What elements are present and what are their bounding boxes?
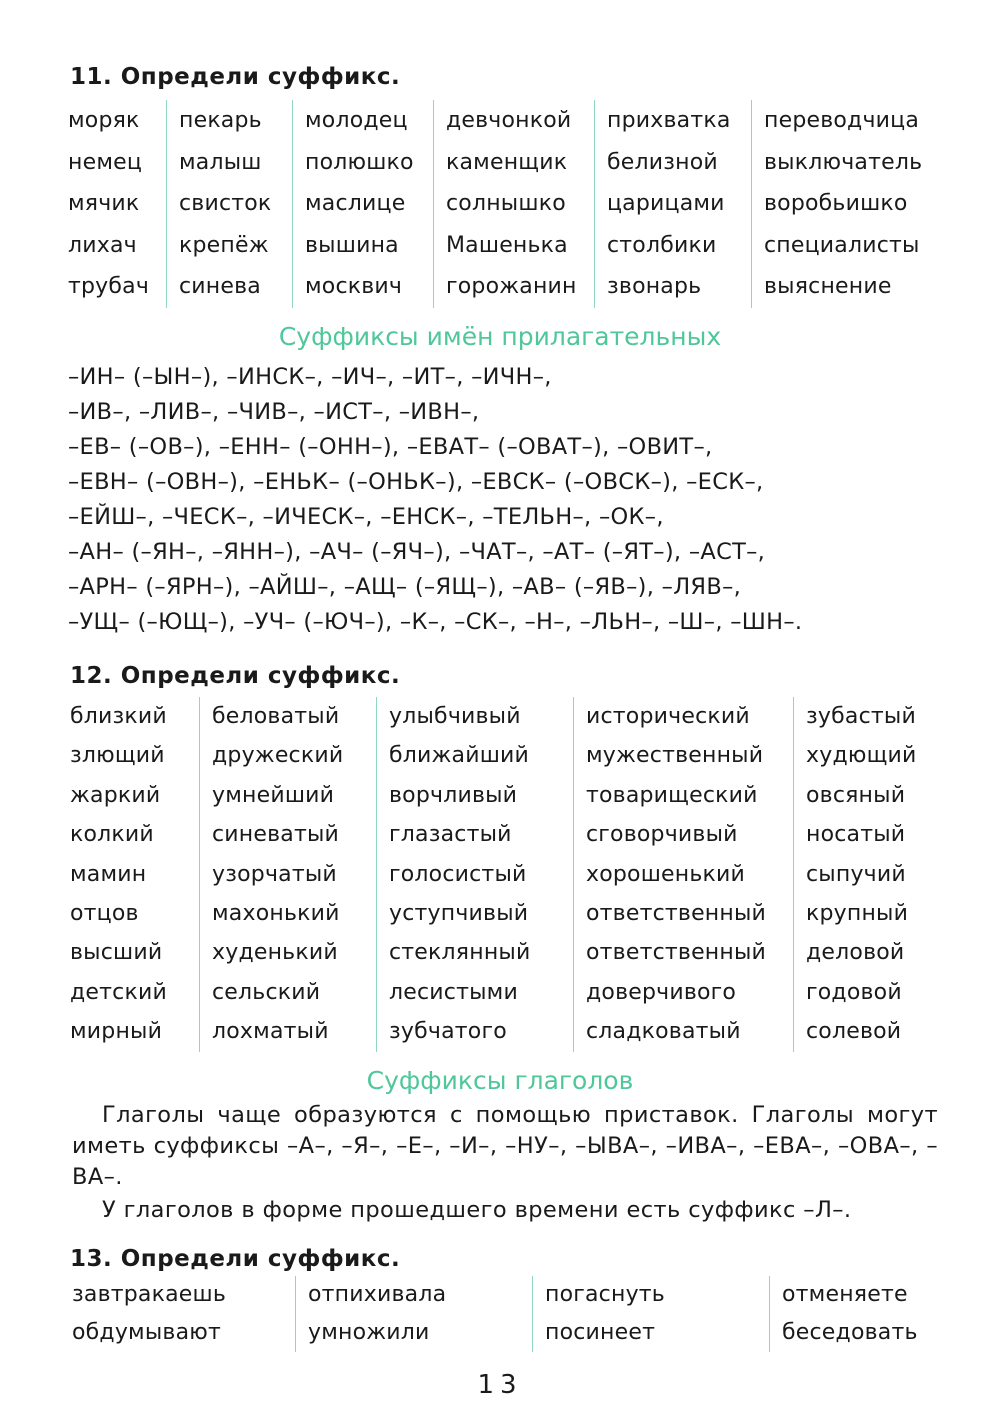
task-13-word-table <box>72 1276 959 1352</box>
task-12-word: сладковатый <box>586 1019 741 1045</box>
task-11-word: белизной <box>607 149 718 175</box>
task-11-word: столбики <box>607 232 717 258</box>
task-11-column <box>433 100 594 308</box>
task-11-word: солнышко <box>446 191 566 217</box>
task-12-word: товарищеский <box>586 782 758 808</box>
task-12-column <box>70 697 199 1052</box>
task-12-word: колкий <box>70 822 154 848</box>
task-11-word: специалисты <box>764 232 920 258</box>
task-12-word: ворчливый <box>389 782 518 808</box>
task-12-word: уступчивый <box>389 900 529 926</box>
task-11-word: крепёж <box>179 232 269 258</box>
verb-paragraph-1: Глаголы чаще образуются с помощью приставок. Глаголы могут иметь суффиксы –А–, –Я–, –Е–, –И–, –НУ–, –ЫВА–, –ИВА–, –ЕВА–, –ОВА–, –ВА–. <box>72 1102 938 1190</box>
task-11-word: воробьишко <box>764 191 908 217</box>
task-12-word: доверчивого <box>586 979 737 1005</box>
task-12-word: мирный <box>70 1019 163 1045</box>
task-13-column <box>295 1276 532 1352</box>
task-11-word: москвич <box>305 274 403 300</box>
task-11-word: выяснение <box>764 274 892 300</box>
task-12-word: носатый <box>806 822 906 848</box>
task-13-word: отменяете <box>782 1282 908 1307</box>
task-13-word: умножили <box>308 1320 430 1345</box>
task-12-word: сговорчивый <box>586 822 738 848</box>
task-12-word: сыпучий <box>806 861 906 887</box>
verb-suffixes-heading: Суффиксы глаголов <box>366 1066 634 1095</box>
task-12-word: лесистыми <box>389 979 518 1005</box>
suffix-line: –ИН– (–ЫН–), –ИНСК–, –ИЧ–, –ИТ–, –ИЧН–, <box>68 364 552 390</box>
adjective-suffixes-heading: Суффиксы имён прилагательных <box>278 322 722 351</box>
verb-paragraph-2: У глаголов в форме прошедшего времени есть суффикс –Л–. <box>102 1197 852 1223</box>
task-13-column <box>72 1276 295 1352</box>
task-12-word: крупный <box>806 900 909 926</box>
task-11-word: синева <box>179 274 261 300</box>
suffix-line: –АН– (–ЯН–, –ЯНН–), –АЧ– (–ЯЧ–), –ЧАТ–, –АТ– (–ЯТ–), –АСТ–, <box>68 539 766 565</box>
task-12-word: исторический <box>586 704 750 729</box>
task-11-word: девчонкой <box>446 108 572 133</box>
task-13-column <box>532 1276 769 1352</box>
task-12-word: умнейший <box>212 782 335 808</box>
suffix-line: –АРН– (–ЯРН–), –АЙШ–, –АЩ– (–ЯЩ–), –АВ– (–ЯВ–), –ЛЯВ–, <box>68 574 742 600</box>
task-12-word: овсяный <box>806 782 906 808</box>
suffix-line: –ЕВН– (–ОВН–), –ЕНЬК– (–ОНЬК–), –ЕВСК– (–ОВСК–), –ЕСК–, <box>68 469 764 495</box>
task-12-word: хорошенький <box>586 861 746 887</box>
task-12-word: зубчатого <box>389 1019 507 1045</box>
task-11-word: каменщик <box>446 149 568 175</box>
task-11-column <box>594 100 751 308</box>
task-12-word: жаркий <box>70 782 161 808</box>
task-11-word: малыш <box>179 149 262 175</box>
task-13-word: погаснуть <box>545 1282 665 1307</box>
task-11-word: молодец <box>305 108 408 133</box>
task-11-word: пекарь <box>179 108 262 133</box>
task-13-word: беседовать <box>782 1320 918 1345</box>
task-11-word: моряк <box>68 108 140 133</box>
task-12-word: худенький <box>212 940 338 966</box>
adjective-suffix-list <box>68 360 948 640</box>
task-11-word: переводчица <box>764 108 920 133</box>
task-11-word: выключатель <box>764 149 923 175</box>
task-12-word: мужественный <box>586 743 764 769</box>
task-12-word: сельский <box>212 979 321 1005</box>
task-13-word: обдумывают <box>72 1320 222 1345</box>
task-11-column <box>166 100 292 308</box>
task-11-word: немец <box>68 149 143 175</box>
task-11-column <box>68 100 166 308</box>
task-11-word-table <box>68 100 931 308</box>
task-12-word: беловатый <box>212 704 340 729</box>
verb-suffixes-text <box>72 1100 938 1226</box>
task-12-word: голосистый <box>389 861 527 887</box>
task-13-word: посинеет <box>545 1320 656 1345</box>
task-11-word: мячик <box>68 191 140 217</box>
task-12-title: 12. Определи суффикс. <box>70 663 401 689</box>
task-12-word: глазастый <box>389 822 512 848</box>
task-12-word: улыбчивый <box>389 704 521 729</box>
task-12-column <box>376 697 573 1052</box>
task-12-word: синеватый <box>212 822 340 848</box>
task-11-word: царицами <box>607 191 725 217</box>
task-12-word: лохматый <box>212 1019 329 1045</box>
suffix-line: –ЕВ– (–ОВ–), –ЕНН– (–ОНН–), –ЕВАТ– (–ОВАТ–), –ОВИТ–, <box>68 434 713 460</box>
task-12-word: ответственный <box>586 900 767 926</box>
task-12-word: годовой <box>806 979 902 1005</box>
task-13-word: отпихивала <box>308 1282 447 1307</box>
task-12-word: солевой <box>806 1019 902 1045</box>
task-12-column <box>573 697 793 1052</box>
task-11-word: Машенька <box>446 232 568 258</box>
task-11-word: лихач <box>68 232 137 258</box>
task-13-word: завтракаешь <box>72 1282 227 1307</box>
task-11-word: вышина <box>305 232 399 258</box>
task-11-title: 11. Определи суффикс. <box>70 64 401 90</box>
task-12-word: деловой <box>806 940 905 966</box>
task-12-word: узорчатый <box>212 861 337 887</box>
task-12-column <box>199 697 376 1052</box>
task-12-word: отцов <box>70 900 139 926</box>
task-12-word: дружеский <box>212 743 344 769</box>
task-12-word: высший <box>70 940 163 966</box>
task-11-word: трубач <box>68 274 150 300</box>
task-13-column <box>769 1276 959 1352</box>
page-number: 13 <box>477 1370 523 1400</box>
task-11-column <box>292 100 433 308</box>
task-11-word: полюшко <box>305 149 414 175</box>
task-11-word: маслице <box>305 191 406 217</box>
task-11-word: свисток <box>179 191 272 217</box>
task-12-word: зубастый <box>806 704 916 729</box>
task-11-column <box>751 100 931 308</box>
task-11-word: горожанин <box>446 274 577 300</box>
task-12-word: махонький <box>212 900 340 926</box>
task-12-word: стеклянный <box>389 940 531 966</box>
task-12-word: детский <box>70 979 167 1005</box>
task-12-word: ответственный <box>586 940 767 966</box>
task-12-word: мамин <box>70 861 147 887</box>
task-12-word: худющий <box>806 743 917 769</box>
task-12-word: ближайший <box>389 743 530 769</box>
suffix-line: –ИВ–, –ЛИВ–, –ЧИВ–, –ИСТ–, –ИВН–, <box>68 399 480 425</box>
task-12-word: близкий <box>70 704 167 729</box>
suffix-line: –УЩ– (–ЮЩ–), –УЧ– (–ЮЧ–), –К–, –СК–, –Н–, –ЛЬН–, –Ш–, –ШН–. <box>68 609 803 635</box>
task-11-word: звонарь <box>607 274 702 300</box>
task-13-title: 13. Определи суффикс. <box>70 1246 401 1272</box>
suffix-line: –ЕЙШ–, –ЧЕСК–, –ИЧЕСК–, –ЕНСК–, –ТЕЛЬН–, –ОК–, <box>68 504 664 530</box>
task-12-column <box>793 697 943 1052</box>
task-12-word: злющий <box>70 743 165 769</box>
task-12-word-table <box>70 697 943 1052</box>
task-11-word: прихватка <box>607 108 731 133</box>
